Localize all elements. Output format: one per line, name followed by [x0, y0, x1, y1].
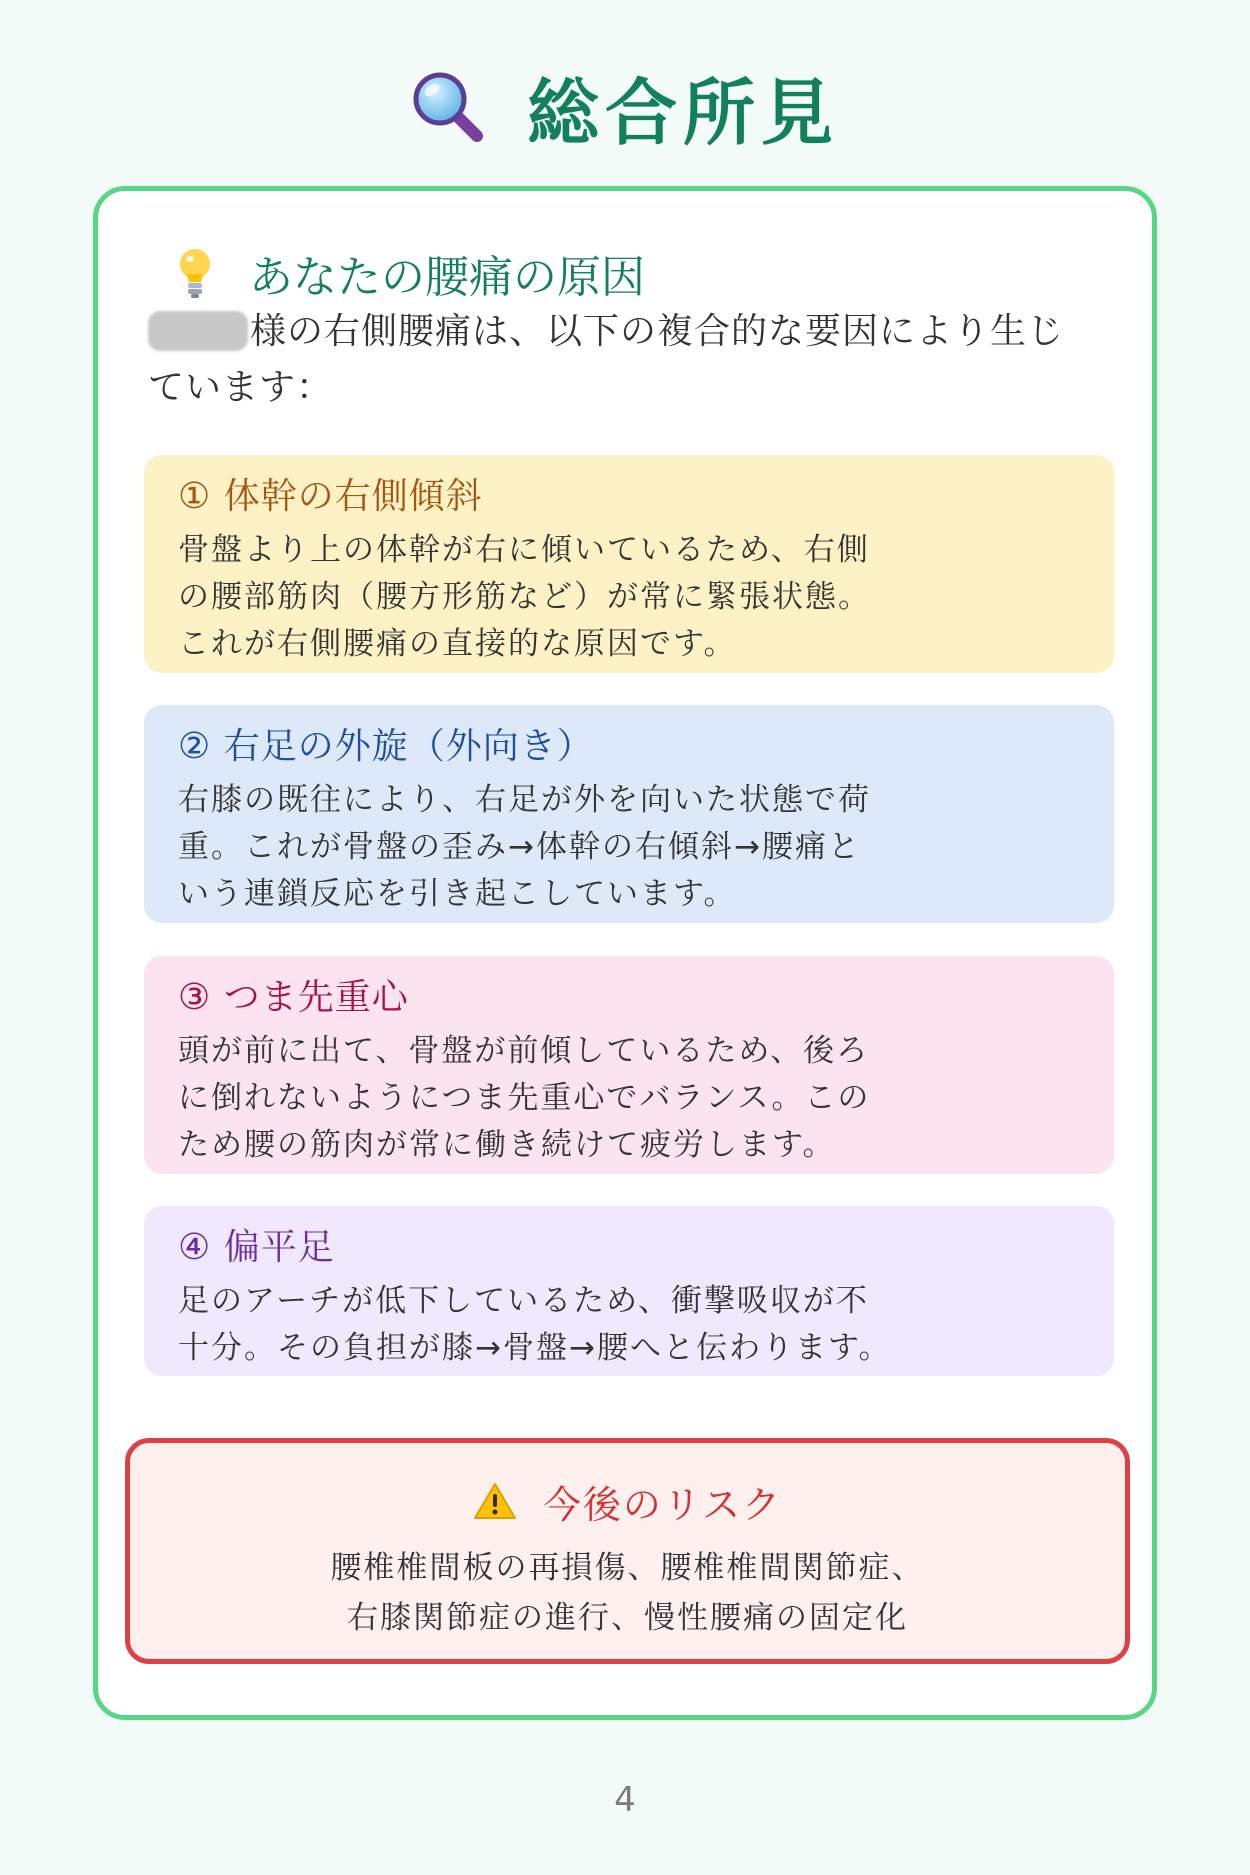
cause-line: 重。これが骨盤の歪み→体幹の右傾斜→腰痛と: [178, 829, 861, 865]
redacted-name: [148, 311, 248, 351]
risk-title: [130, 1471, 1125, 1531]
cause-line: 足のアーチが低下しているため、衝撃吸収が不: [178, 1283, 869, 1319]
cause-card-1: [144, 455, 1114, 673]
cause-body: [178, 1028, 898, 1169]
cause-line: 頭が前に出て、骨盤が前傾しているため、後ろ: [178, 1033, 870, 1069]
cause-title: ④ 偏平足: [178, 1227, 335, 1268]
cause-section-title: [173, 241, 645, 305]
cause-line: 十分。その負担が膝→骨盤→腰へと伝わります。: [178, 1330, 892, 1366]
cause-card-3: [144, 956, 1114, 1174]
warning-icon: [473, 1481, 517, 1521]
risk-body: [130, 1543, 1125, 1643]
page-header: [0, 52, 1250, 162]
cause-line: 骨盤より上の体幹が右に傾いているため、右側: [178, 532, 870, 568]
cause-line: に倒れないようにつま先重心でバランス。この: [178, 1080, 871, 1116]
lightbulb-icon: [173, 246, 217, 300]
risk-line: 腰椎椎間板の再損傷、腰椎椎間関節症、: [330, 1550, 925, 1586]
risk-box: [125, 1438, 1130, 1664]
cause-body: [178, 527, 898, 668]
summary-card: [93, 186, 1157, 1720]
page-title: 総合所見: [526, 71, 839, 155]
cause-line: いう連鎖反応を引き起こしています。: [178, 876, 737, 912]
cause-card-2: [144, 705, 1114, 923]
cause-title: ① 体幹の右側傾斜: [178, 476, 483, 517]
cause-line: これが右側腰痛の直接的な原因です。: [178, 626, 737, 662]
risk-heading: 今後のリスク: [542, 1482, 783, 1527]
risk-line: 右膝関節症の進行、慢性腰痛の固定化: [347, 1600, 908, 1636]
cause-card-4: [144, 1206, 1114, 1376]
cause-line: ため腰の筋肉が常に働き続けて疲労します。: [178, 1127, 836, 1163]
cause-body: [178, 777, 898, 918]
cause-line: の腰部筋肉（腰方形筋など）が常に緊張状態。: [178, 579, 871, 615]
cause-body: [178, 1278, 898, 1372]
intro-text: [148, 304, 1068, 416]
cause-line: 右膝の既往により、右足が外を向いた状態で荷: [178, 782, 871, 818]
page-number: 4: [614, 1780, 636, 1820]
magnifier-icon: [411, 70, 485, 144]
intro-line: 様の右側腰痛は、以下の複合的な要因により生じています：: [148, 311, 1065, 408]
cause-title: ② 右足の外旋（外向き）: [178, 726, 594, 767]
cause-title: ③ つま先重心: [178, 977, 409, 1018]
cause-section-heading: あなたの腰痛の原因: [249, 252, 645, 303]
